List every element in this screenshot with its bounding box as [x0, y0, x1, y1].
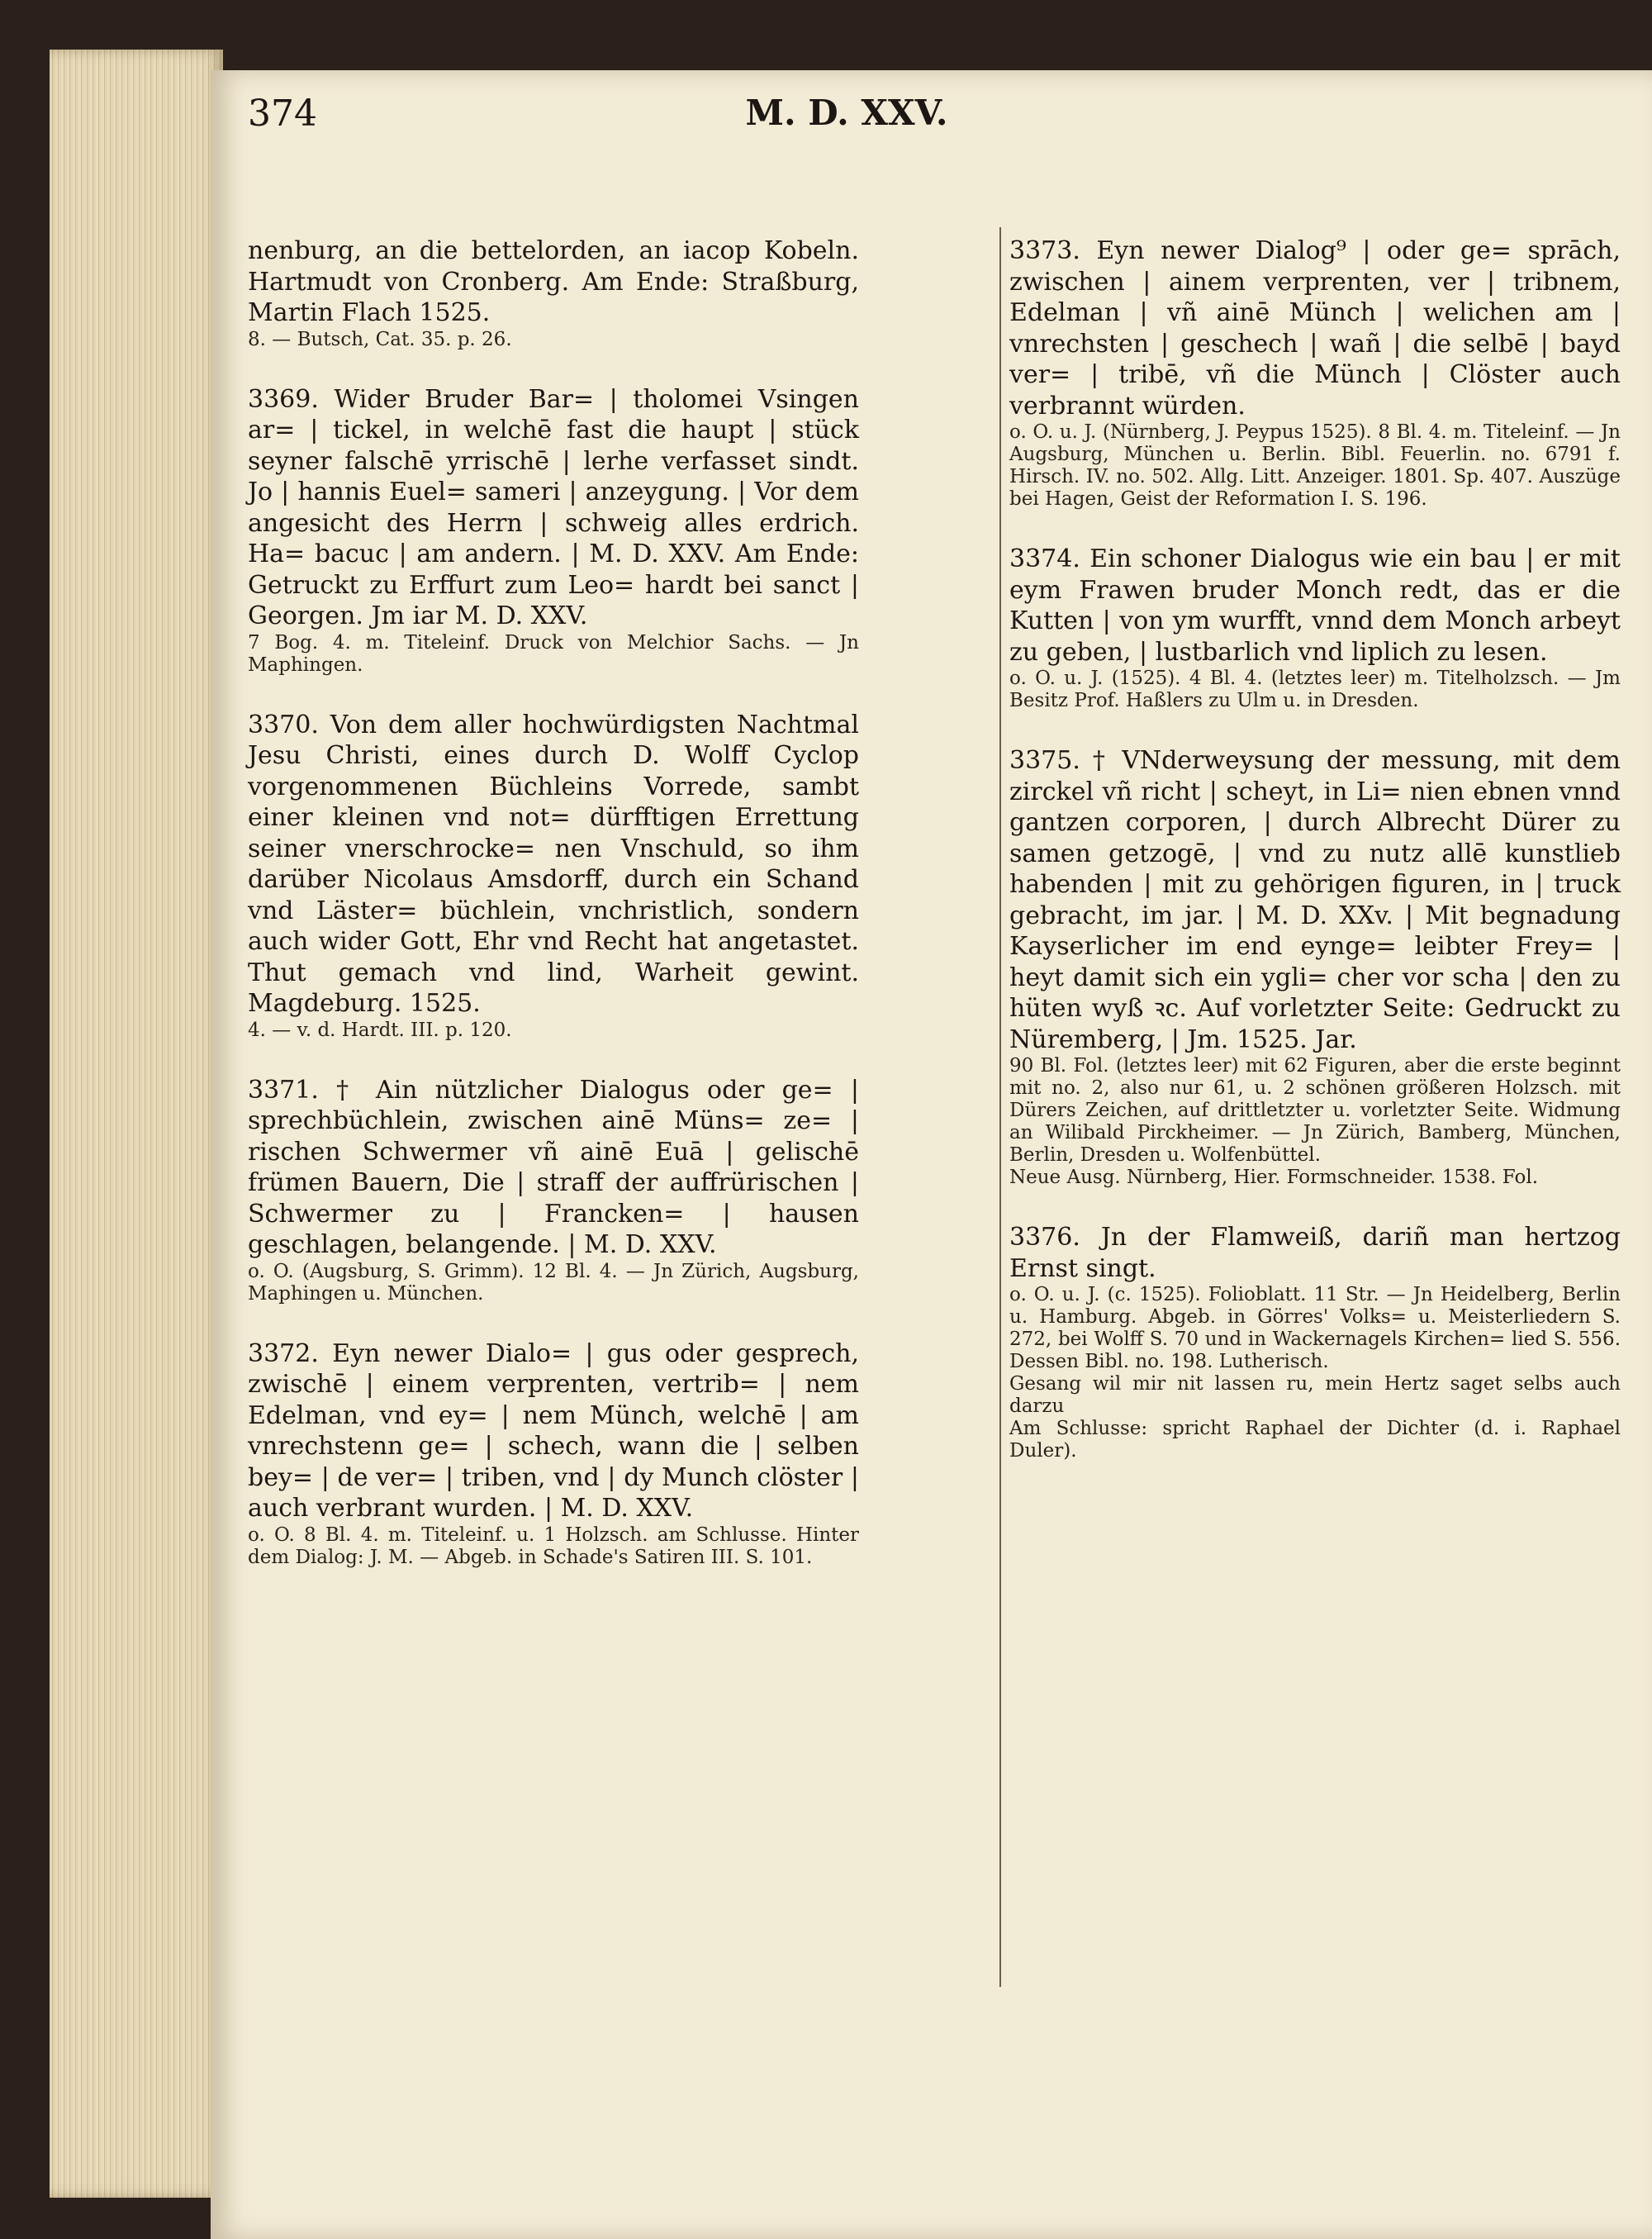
entry-3373 [1009, 235, 1621, 511]
entry-3374 [1009, 544, 1621, 712]
entry-note: o. O. u. J. (Nürnberg, J. Peypus 1525). 8 Bl. 4. m. Titeleinf. — Jn Augsburg, München u. Berlin. Bibl. Feuerlin. no. 6791 f. Hirsch. IV. no. 502. Allg. Litt. Anzeiger. 1801. Sp. 407. Auszüge bei Hagen, Geist der Reformation I. S. 196. [1009, 421, 1621, 510]
entry-note: o. O. 8 Bl. 4. m. Titeleinf. u. 1 Holzsch. am Schlusse. Hinter dem Dialog: J. M. — Abgeb. in Schade's Satiren III. S. 101. [248, 1524, 859, 1568]
entry-text: 3375. † VNderweysung der messung, mit dem zirckel vñ richt | scheyt, in Li= nien ebnen vnnd gantzen corporen, | durch Albrecht Dürer zu samen getzogē, | vnd zu nutz allē kunstlieb habenden | mit zu gehörigen figuren, in | truck gebracht, im jar. | M. D. XXv. | Mit begnadung Kayserlicher im end eynge= leibter Frey= | heyt damit sich ein ygli= cher vor scha | den zu hüten wyß ꝛc. Auf vorletzter Seite: Gedruckt zu Nüremberg, | Jm. 1525. Jar. [1009, 746, 1621, 1054]
entry-note: 7 Bog. 4. m. Titeleinf. Druck von Melchior Sachs. — Jn Maphingen. [248, 631, 859, 676]
entry-3369 [248, 384, 859, 677]
entry-note: 8. — Butsch, Cat. 35. p. 26. [248, 328, 512, 350]
entry-note: o. O. u. J. (1525). 4 Bl. 4. (letztes leer) m. Titelholzsch. — Jm Besitz Prof. Haßlers zu Ulm u. in Dresden. [1009, 668, 1621, 711]
entry-text: 3376. Jn der Flamweiß, dariñ man hertzog Ernst singt. [1009, 1223, 1621, 1283]
entry-text: 3370. Von dem aller hochwürdigsten Nachtmal Jesu Christi, eines durch D. Wolff Cyclop vorgenommenen Büchleins Vorrede, sambt einer kleinen vnd not= dürfftigen Errettung seiner vnerschrocke= nen Vnschuld, so ihm darüber Nicolaus Amsdorff, durch ein Schand vnd Läster= büchlein, vnchristlich, sondern auch wider Gott, Ehr vnd Recht hat angetastet. Thut gemach vnd lind, Warheit gewint. Magdeburg. 1525. [248, 710, 859, 1018]
entry-3376 [1009, 1222, 1621, 1462]
entry-3370 [248, 710, 859, 1042]
entry-text: 3369. Wider Bruder Bar= | tholomei Vsingen ar= | tickel, in welchē fast die haupt | stück seyner falschē yrrischē | lerhe verfasset sindt. Jo | hannis Euel= sameri | anzeygung. | Vor dem angesicht des Herrn | schweig alles erdrich. Ha= bacuc | am andern. | M. D. XXV. Am Ende: Getruckt zu Erffurt zum Leo= hardt bei sanct | Georgen. Jm iar M. D. XXV. [248, 384, 859, 630]
entry-note: Am Schlusse: spricht Raphael der Dichter (d. i. Raphael Duler). [1009, 1418, 1621, 1462]
entry-text: 3374. Ein schoner Dialogus wie ein bau | er mit eym Frawen bruder Monch redt, das er die Kutten | von ym wurfft, vnnd dem Monch arbeyt zu geben, | lustbarlich vnd liplich zu lesen. [1009, 544, 1621, 667]
right-column [1009, 235, 1621, 1495]
entry-text: 3372. Eyn newer Dialo= | gus oder gesprech, zwischē | einem verprenten, vertrib= | nem Edelman, vnd ey= | nem Münch, welchē | am vnrechstenn ge= | schech, wann die | selben bey= | de ver= | triben, vnd | dy Munch clöster | auch verbrant wurden. | M. D. XXV. [248, 1338, 859, 1523]
entry-note: o. O. u. J. (c. 1525). Folioblatt. 11 Str. — Jn Heidelberg, Berlin u. Hamburg. Abgeb. in Görres' Volks= u. Meisterliedern S. 272, bei Wolff S. 70 und in Wackernagels Kirchen= lied S. 556. Dessen Bibl. no. 198. Lutherisch. [1009, 1284, 1621, 1372]
entry-note: o. O. (Augsburg, S. Grimm). 12 Bl. 4. — Jn Zürich, Augsburg, Maphingen u. München. [248, 1260, 859, 1305]
entry-note: 90 Bl. Fol. (letztes leer) mit 62 Figuren, aber die erste beginnt mit no. 2, also nur 61, u. 2 schönen größeren Holzsch. mit Dürers Zeichen, auf drittletzter u. vorletzter Seite. Widmung an Wilibald Pirckheimer. — Jn Zürich, Bamberg, München, Berlin, Dresden u. Wolfenbüttel. [1009, 1055, 1621, 1166]
entry-3375 [1009, 745, 1621, 1189]
entry-note: 4. — v. d. Hardt. III. p. 120. [248, 1019, 512, 1041]
column-divider [999, 227, 1001, 1987]
entry-continued [248, 235, 859, 351]
running-title: M. D. XXV. [745, 93, 948, 133]
entry-text: nenburg, an die bettelorden, an iacop Kobeln. Hartmudt von Cronberg. Am Ende: Straßburg, Martin Flach 1525. [248, 236, 859, 327]
entry-text: 3373. Eyn newer Dialog⁹ | oder ge= sprāch, zwischen | ainem verprenten, ver | tribnem, Edelman | vñ ainē Münch | welichen am | vnrechsten | geschech | wañ | die selbē | bayd ver= | tribē, vñ die Münch | Clöster auch verbrannt würden. [1009, 236, 1621, 421]
entry-note: Neue Ausg. Nürnberg, Hier. Formschneider. 1538. Fol. [1009, 1167, 1539, 1188]
entry-3372 [248, 1338, 859, 1569]
left-column [248, 235, 859, 1602]
page-header [248, 93, 1446, 167]
entry-text: 3371. † Ain nützlicher Dialogus oder ge= | sprechbüchlein, zwischen ainē Müns= ze= | rischen Schwermer vñ ainē Euā | gelischē frümen Bauern, Die | straff der auffrürischen | Schwermer zu | Francken= | hausen geschlagen, belangende. | M. D. XXV. [248, 1075, 859, 1259]
page-number: 374 [248, 93, 317, 135]
entry-3371 [248, 1075, 859, 1305]
entry-quote: Gesang wil mir nit lassen ru, mein Hertz saget selbs auch darzu [1009, 1373, 1621, 1417]
page-edges [50, 50, 223, 2198]
